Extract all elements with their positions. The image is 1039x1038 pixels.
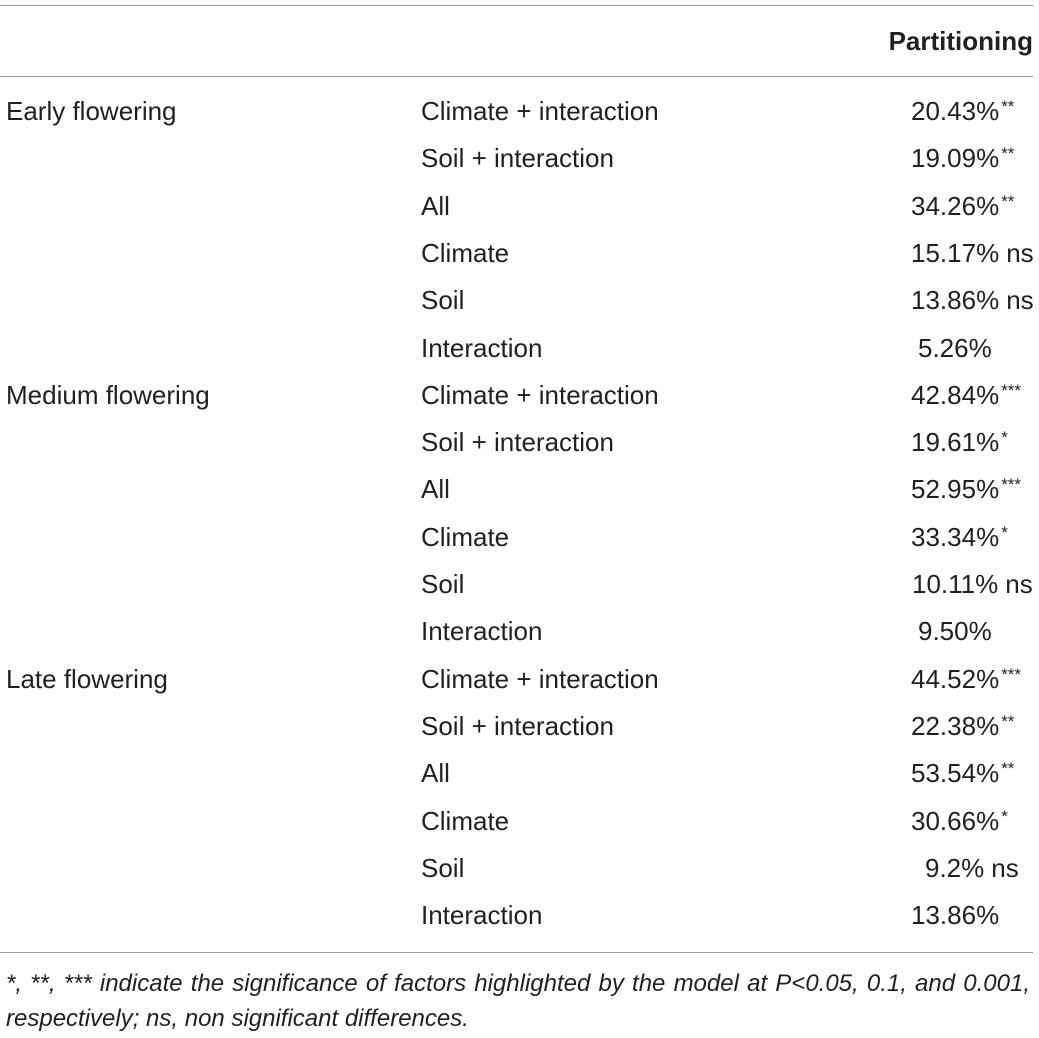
table-row [0, 608, 1039, 655]
cell-factor: All [421, 190, 450, 221]
table-header-rule [0, 76, 1033, 77]
table-row [0, 750, 1039, 797]
cell-factor: Climate [421, 521, 510, 552]
cell-partitioning-value [911, 372, 1021, 422]
significance-marker: ns [1005, 569, 1033, 599]
cell-factor: Interaction [421, 332, 543, 363]
cell-flowering-group: Early flowering [6, 96, 177, 126]
cell-partitioning-value [918, 325, 994, 375]
table-top-rule [0, 5, 1033, 6]
cell-flowering-group: Late flowering [6, 663, 168, 694]
table-bottom-rule [0, 952, 1033, 953]
partitioning-percent: 13.86% [911, 900, 1000, 931]
cell-partitioning-value [911, 88, 1014, 138]
partitioning-percent: 52.95% [911, 474, 1000, 505]
cell-factor: Soil + interaction [421, 710, 614, 741]
cell-partitioning-value [911, 656, 1021, 706]
cell-factor: Soil + interaction [421, 143, 614, 174]
cell-partitioning-value [911, 135, 1014, 185]
cell-factor: Climate + interaction [421, 663, 659, 694]
significance-marker: ns [1006, 237, 1034, 268]
partitioning-percent: 5.26% [918, 332, 992, 363]
cell-partitioning-value [911, 514, 1008, 564]
partitioning-percent: 20.43% [911, 96, 1000, 126]
cell-factor: Climate + interaction [421, 379, 659, 410]
significance-marker: *** [1001, 380, 1022, 400]
table-row [0, 230, 1039, 277]
cell-factor: Soil [421, 569, 465, 599]
significance-marker: * [1001, 428, 1008, 448]
cell-factor: All [421, 758, 450, 789]
table-row [0, 183, 1039, 230]
cell-factor: Soil [421, 285, 465, 316]
partitioning-percent: 30.66% [911, 805, 1000, 836]
column-header-partitioning: Partitioning [888, 26, 1033, 56]
partitioning-percent: 10.11% [912, 569, 999, 599]
cell-partitioning-value [911, 703, 1014, 753]
table-row [0, 798, 1039, 845]
table-row [0, 372, 1039, 419]
partitioning-percent: 42.84% [911, 379, 1000, 410]
partitioning-percent: 9.50% [918, 616, 992, 647]
table-row [0, 325, 1039, 372]
cell-flowering-group: Medium flowering [6, 379, 210, 410]
table-row [0, 845, 1039, 892]
significance-marker: * [1001, 522, 1008, 542]
significance-marker: ns [1006, 285, 1034, 316]
table-row [0, 419, 1039, 466]
partitioning-percent: 15.17% [911, 237, 1000, 268]
cell-partitioning-value [911, 798, 1008, 848]
table-row [0, 135, 1039, 182]
cell-factor: Interaction [421, 616, 543, 647]
significance-marker: ** [1001, 97, 1015, 116]
cell-factor: Climate [421, 805, 510, 836]
cell-partitioning-value [911, 750, 1014, 800]
partitioning-percent: 19.61% [911, 427, 1000, 458]
partitioning-percent: 33.34% [911, 521, 1000, 552]
cell-partitioning-value [911, 892, 1001, 942]
table-row [0, 466, 1039, 513]
partitioning-percent: 44.52% [911, 663, 1000, 694]
significance-marker: ** [1001, 191, 1015, 211]
cell-factor: Climate [421, 237, 510, 268]
table-row [0, 277, 1039, 324]
cell-factor: Climate + interaction [421, 96, 659, 126]
cell-partitioning-value [911, 419, 1008, 469]
partitioning-percent: 13.86% [911, 285, 1000, 316]
significance-marker: ** [1001, 144, 1015, 164]
table-footnote: *, **, *** indicate the significance of factors highlighted by the model at P<0.05, 0.1, and 0.001, respectively; ns, non significant differences. [6, 970, 1030, 1032]
cell-partitioning-value [911, 183, 1014, 233]
cell-partitioning-value [911, 277, 1034, 324]
cell-factor: Soil + interaction [421, 427, 614, 458]
cell-partitioning-value [925, 845, 1019, 892]
table-row [0, 561, 1039, 608]
table-row [0, 703, 1039, 750]
cell-factor: Interaction [421, 900, 543, 931]
table-row [0, 656, 1039, 703]
cell-partitioning-value [911, 466, 1021, 516]
cell-factor: Soil [421, 852, 465, 883]
significance-marker: ** [1001, 759, 1015, 779]
cell-partitioning-value [911, 230, 1034, 277]
significance-marker: *** [1001, 664, 1022, 684]
cell-partitioning-value [918, 608, 994, 658]
table-row [0, 88, 1039, 135]
significance-marker: ** [1001, 711, 1015, 731]
partitioning-percent: 22.38% [911, 710, 1000, 741]
table-row [0, 892, 1039, 939]
significance-marker: * [1001, 806, 1008, 826]
table-row [0, 514, 1039, 561]
partitioning-percent: 9.2% [925, 852, 985, 883]
significance-marker: ns [991, 852, 1019, 883]
partitioning-percent: 34.26% [911, 190, 1000, 221]
partitioning-percent: 53.54% [911, 758, 1000, 789]
significance-marker: *** [1001, 475, 1022, 495]
partitioning-percent: 19.09% [911, 143, 1000, 174]
cell-factor: All [421, 474, 450, 505]
cell-partitioning-value [912, 561, 1033, 608]
